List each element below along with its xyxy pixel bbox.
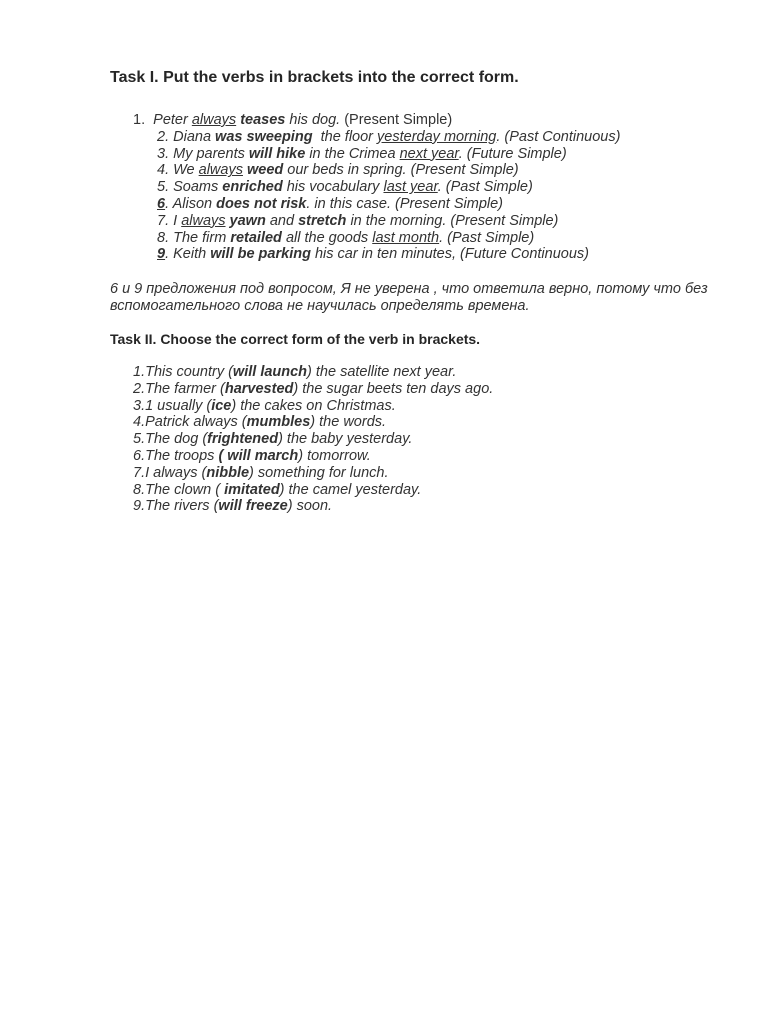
sentence-text: 7. I <box>157 212 182 229</box>
task2-title: Task II. Choose the correct form of the verb in brackets. <box>110 331 481 347</box>
sentence-text: 1. <box>133 112 146 128</box>
answer-verb: frightened <box>207 431 279 448</box>
time-marker: always <box>198 162 243 179</box>
task2-item <box>133 414 386 431</box>
task1-item <box>157 230 534 247</box>
answer-verb: was sweeping <box>215 128 313 145</box>
sentence-text: our beds in spring. (Present Simple) <box>283 162 519 179</box>
sentence-text: . (Past Simple) <box>437 179 533 196</box>
sentence-text: in the morning. (Present Simple) <box>346 212 559 229</box>
time-marker: always <box>191 112 237 128</box>
time-marker: next year <box>399 145 459 162</box>
sentence-text: (Present Simple) <box>344 112 453 128</box>
sentence-text: ) soon. <box>287 498 333 515</box>
sentence-text: 9.The rivers ( <box>133 498 219 515</box>
task2-item <box>133 498 332 515</box>
time-marker: yesterday morning <box>377 128 497 145</box>
sentence-text: 3.1 usually ( <box>133 397 212 414</box>
answer-verb: will freeze <box>218 498 288 515</box>
sentence-text: 8.The clown ( <box>133 481 225 498</box>
sentence-text: his dog. <box>285 112 345 128</box>
sentence-text: 6.The troops <box>133 448 219 464</box>
answer-verb: yawn <box>229 212 266 229</box>
answer-verb: ( will march <box>218 448 299 464</box>
answer-verb: 9 <box>157 246 166 263</box>
answer-verb: stretch <box>298 212 347 229</box>
answer-verb: enriched <box>222 179 283 196</box>
task1-item <box>157 246 589 263</box>
sentence-text: ) tomorrow. <box>298 448 371 464</box>
sentence-text: ) the sugar beets ten days ago. <box>293 380 494 397</box>
sentence-text: 7.I always ( <box>133 464 207 481</box>
sentence-text: 4. We <box>157 162 199 179</box>
task1-item <box>157 129 620 146</box>
sentence-text: ) the camel yesterday. <box>279 481 422 498</box>
sentence-text: 2. Diana <box>157 128 216 145</box>
time-marker: last month <box>372 229 440 246</box>
task2-item <box>133 465 388 482</box>
answer-verb: mumbles <box>246 414 311 431</box>
sentence-text: . Alison <box>165 196 217 212</box>
task1-title: Task I. Put the verbs in brackets into the correct form. <box>110 69 519 86</box>
sentence-text: Peter <box>145 112 192 128</box>
answer-verb: retailed <box>230 229 282 246</box>
sentence-text: all the goods <box>281 229 373 246</box>
sentence-text: ) the baby yesterday. <box>278 431 413 448</box>
sentence-text: . (Future Simple) <box>458 145 567 162</box>
answer-verb: teases <box>240 112 286 128</box>
time-marker: last year <box>383 179 438 196</box>
sentence-text: ) the satellite next year. <box>307 364 457 380</box>
sentence-text: 2.The farmer ( <box>133 380 225 397</box>
sentence-text: . (Past Continuous) <box>496 128 621 145</box>
sentence-text: 3. My parents <box>157 145 249 162</box>
answer-verb: will launch <box>232 364 308 380</box>
answer-verb: will hike <box>248 145 306 162</box>
task1-item <box>157 162 519 179</box>
answer-verb: will be parking <box>210 246 311 263</box>
task2-item <box>133 381 493 398</box>
sentence-text: ) the cakes on Christmas. <box>231 397 396 414</box>
sentence-text: . (Past Simple) <box>439 229 535 246</box>
task2-item <box>133 398 396 415</box>
answer-verb: 6 <box>157 196 166 212</box>
task2-item <box>133 364 456 381</box>
sentence-text: his car in ten minutes, (Future Continuous) <box>310 246 589 263</box>
sentence-text: 5.The dog ( <box>133 431 208 448</box>
sentence-text: . in this case. (Present Simple) <box>306 196 504 212</box>
task2-item <box>133 482 421 499</box>
task1-item <box>157 196 503 213</box>
task1-item <box>133 112 452 129</box>
sentence-text: 1.This country ( <box>133 364 233 380</box>
time-marker: always <box>181 212 226 229</box>
task1-item <box>157 146 567 163</box>
sentence-text: ) the words. <box>310 414 387 431</box>
task1-item <box>157 213 558 230</box>
answer-verb: weed <box>247 162 284 179</box>
sentence-text: . Keith <box>165 246 211 263</box>
answer-verb: ice <box>211 397 232 414</box>
answer-verb: imitated <box>224 481 280 498</box>
task2-item <box>133 448 371 465</box>
answer-verb: does not risk <box>216 196 307 212</box>
sentence-text: in the Crimea <box>305 145 400 162</box>
sentence-text: 4.Patrick always ( <box>133 414 247 431</box>
task1-item <box>157 179 533 196</box>
task2-item <box>133 431 412 448</box>
answer-verb: nibble <box>206 464 250 481</box>
sentence-text: and <box>265 212 299 229</box>
sentence-text: 5. Soams <box>157 179 223 196</box>
sentence-text: ) something for lunch. <box>249 464 389 481</box>
sentence-text: his vocabulary <box>282 179 384 196</box>
answer-verb: harvested <box>224 380 294 397</box>
sentence-text: the floor <box>312 128 378 145</box>
sentence-text: 8. The firm <box>157 229 231 246</box>
student-note: 6 и 9 предложения под вопросом, Я не уверена , что ответила верно, потому что без вспомогательного слова не научилась определять времена. <box>110 281 708 314</box>
